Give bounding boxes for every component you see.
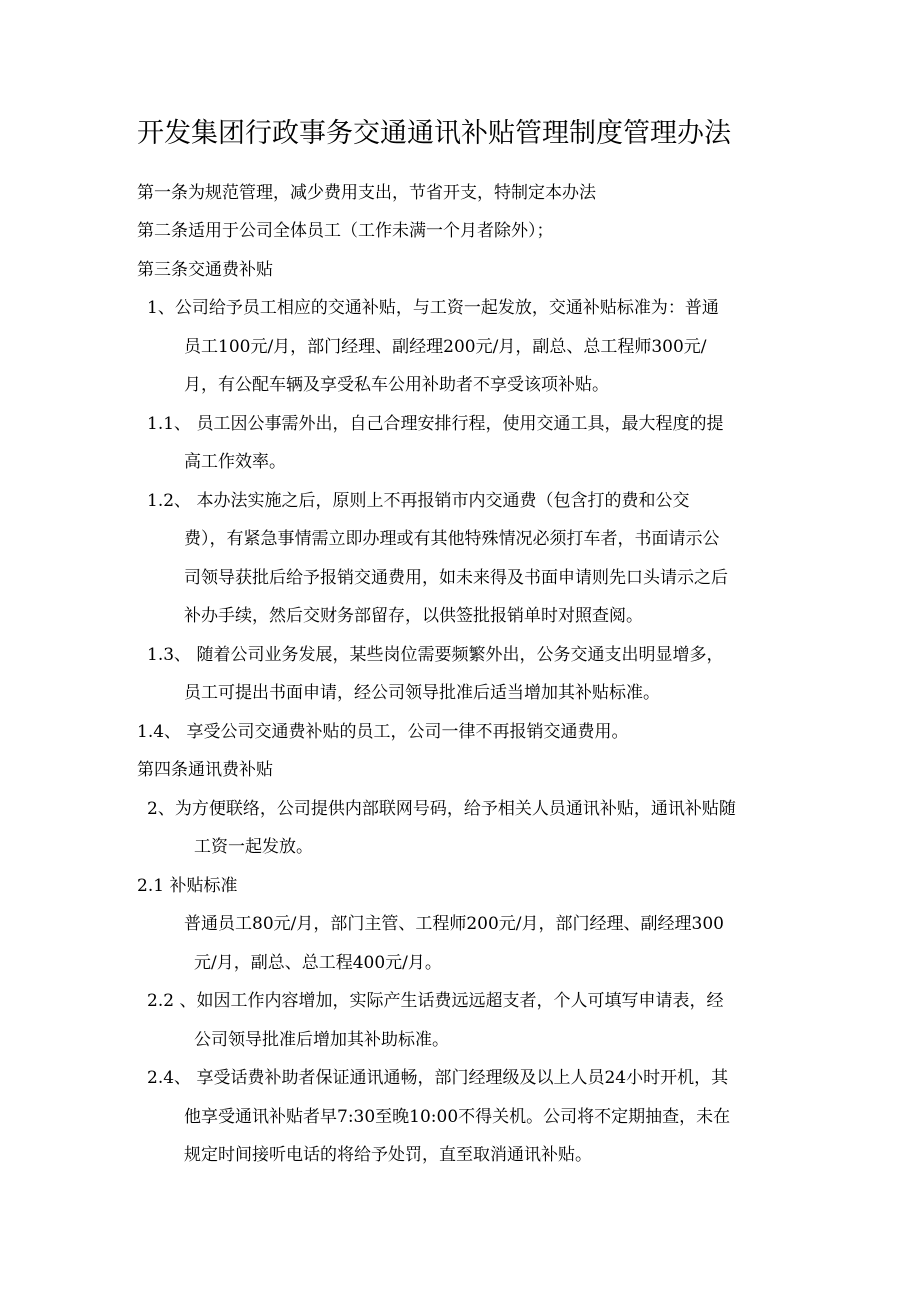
document-title: 开发集团行政事务交通通讯补贴管理制度管理办法 (137, 118, 731, 149)
clause-1-2-line-1: 1.2、 本办法实施之后，原则上不再报销市内交通费（包含打的费和公交 (147, 491, 690, 511)
clause-1-2-line-3: 司领导获批后给予报销交通费用，如未来得及书面申请则先口头请示之后 (184, 568, 728, 588)
clause-1-line-1: 1、公司给予员工相应的交通补贴，与工资一起发放，交通补贴标准为：普通 (147, 298, 719, 318)
clause-2-4-line-1: 2.4、 享受话费补助者保证通讯通畅，部门经理级及以上人员24小时开机，其 (147, 1068, 729, 1088)
clause-1-2-line-2: 费），有紧急事情需立即办理或有其他特殊情况必须打车者，书面请示公 (184, 529, 720, 549)
clause-1-3-line-1: 1.3、 随着公司业务发展，某些岗位需要频繁外出，公务交通支出明显增多， (147, 645, 724, 665)
clause-2-line-2: 工资一起发放。 (194, 837, 313, 857)
article-3-heading: 第三条交通费补贴 (137, 260, 273, 280)
clause-1-4: 1.4、 享受公司交通费补贴的员工，公司一律不再报销交通费用。 (137, 722, 629, 742)
clause-1-line-3: 月，有公配车辆及享受私车公用补助者不享受该项补贴。 (184, 375, 609, 395)
clause-1-1-line-2: 高工作效率。 (184, 452, 286, 472)
clause-2-2-line-2: 公司领导批准后增加其补助标准。 (194, 1030, 449, 1050)
article-1: 第一条为规范管理，减少费用支出，节省开支，特制定本办法 (137, 183, 596, 203)
clause-2-4-line-3: 规定时间接听电话的将给予处罚，直至取消通讯补贴。 (184, 1145, 592, 1165)
clause-2-1-heading: 2.1 补贴标准 (137, 876, 238, 896)
clause-2-1-line-1: 普通员工80元/月，部门主管、工程师200元/月，部门经理、副经理300 (184, 914, 724, 934)
clause-2-line-1: 2、为方便联络，公司提供内部联网号码，给予相关人员通讯补贴，通讯补贴随 (147, 799, 736, 819)
clause-1-1-line-1: 1.1、 员工因公事需外出，自己合理安排行程，使用交通工具，最大程度的提 (147, 414, 724, 434)
clause-2-4-line-2: 他享受通讯补贴者早7:30至晚10:00不得关机。公司将不定期抽查，未在 (184, 1107, 731, 1127)
article-4-heading: 第四条通讯费补贴 (137, 760, 273, 780)
clause-2-1-line-2: 元/月，副总、总工程400元/月。 (194, 953, 442, 973)
clause-1-2-line-4: 补办手续，然后交财务部留存，以供签批报销单时对照查阅。 (184, 606, 643, 626)
clause-2-2-line-1: 2.2 、如因工作内容增加，实际产生话费远远超支者，个人可填写申请表，经 (147, 991, 724, 1011)
clause-1-3-line-2: 员工可提出书面申请，经公司领导批准后适当增加其补贴标准。 (184, 683, 660, 703)
clause-1-line-2: 员工100元/月，部门经理、副经理200元/月，副总、总工程师300元/ (184, 337, 707, 357)
article-2: 第二条适用于公司全体员工（工作未满一个月者除外）； (137, 221, 554, 241)
